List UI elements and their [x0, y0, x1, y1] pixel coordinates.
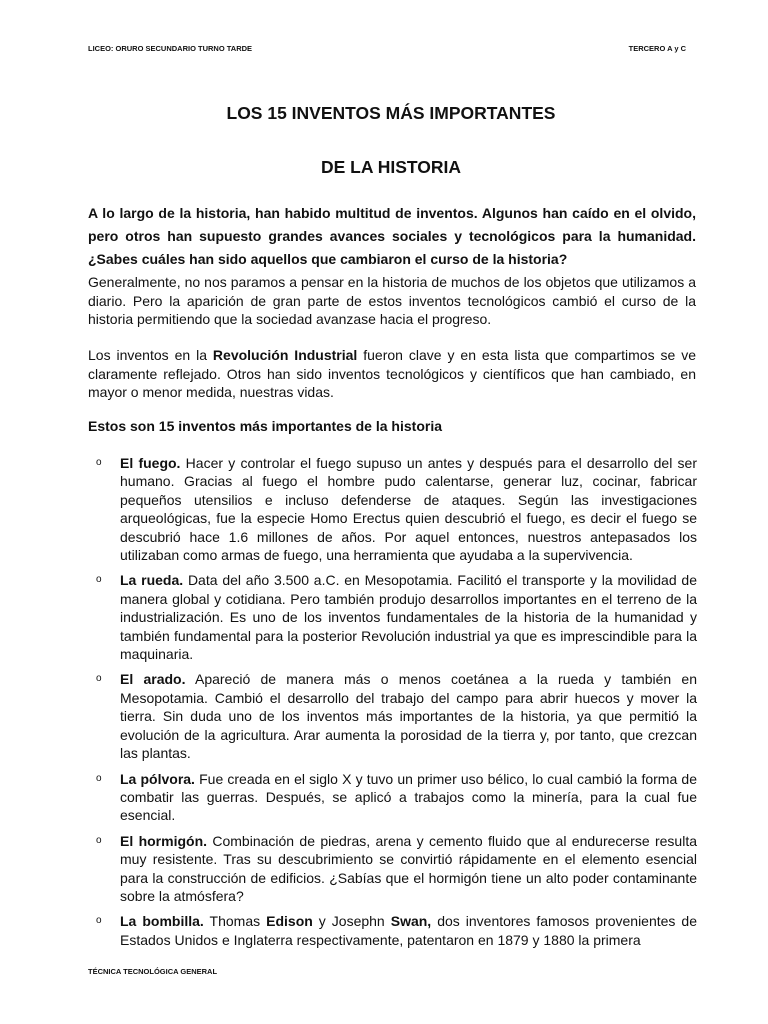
- lead-paragraph: A lo largo de la historia, han habido multitud de inventos. Algunos han caído en el olvido, pero otros han supuesto grandes avances sociales y tecnológicos para la humanidad. ¿Sabes cuáles han sido aquellos que cambiaron el curso de la historia?: [88, 205, 696, 267]
- paragraph-text: fueron clave y en esta lista que compartimos se ve claramente reflejado. Otros han sido inventos tecnológicos y científicos que han cambiado, en mayor o menor medida, nuestras vidas.: [88, 347, 697, 400]
- bullet-icon: o: [96, 574, 102, 586]
- invention-description: Hacer y controlar el fuego supuso un antes y después para el desarrollo del ser humano. Gracias al fuego el hombre pudo calentarse, generar luz, cocinar, fabricar pequeños utensilios e incluso defenderse de ataques. Según las investigaciones arqueológicas, fue la especie Homo Erectus quien descubrió el fuego, es decir el fuego se descubrió hace 1.6 millones de años. Por aquel entonces, nuestros antepasados los utilizaban como armas de fuego, una herramienta que ayudaba a la supervivencia.: [120, 455, 697, 564]
- invention-description: y Josephn: [312, 913, 391, 930]
- revolution-industrial-term: Revolución Industrial: [212, 347, 358, 363]
- industrial-revolution-paragraph: [88, 346, 696, 402]
- invention-description: Thomas: [203, 913, 267, 930]
- list-item: [96, 832, 697, 906]
- invention-name: El arado.: [120, 671, 186, 688]
- invention-description: Data del año 3.500 a.C. en Mesopotamia. Facilitó el transporte y la movilidad de manera global y cotidiana. Pero también produjo desarrollos importantes en el terreno de la industrialización. Es uno de los inventos fundamentales de la historia de la humanidad y también fundamental para la posterior Revolución industrial ya que es imprescindible para la maquinaria.: [120, 572, 697, 663]
- school-name: LICEO: ORURO SECUNDARIO TURNO TARDE: [88, 44, 253, 53]
- bullet-icon: o: [96, 772, 102, 784]
- list-item: [96, 454, 697, 564]
- invention-name: El fuego.: [120, 455, 181, 471]
- document-title-line-1: LOS 15 INVENTOS MÁS IMPORTANTES: [226, 103, 556, 123]
- document-title-line-2: DE LA HISTORIA: [320, 157, 461, 177]
- list-item: [96, 571, 697, 663]
- invention-name: La bombilla.: [120, 913, 204, 930]
- inventor-edison: Edison: [266, 913, 313, 930]
- invention-description: dos inventores famosos provenientes de Estados Unidos e Inglaterra respectivamente, patentaron en 1879 y 1880 la primera: [120, 913, 698, 948]
- inventor-swan: Swan,: [390, 913, 432, 930]
- bullet-icon: o: [96, 457, 102, 468]
- list-heading: Estos son 15 inventos más importantes de la historia: [88, 418, 442, 434]
- list-item: [96, 912, 698, 949]
- invention-name: El hormigón.: [120, 832, 208, 849]
- invention-description: Fue creada en el siglo X y tuvo un primer uso bélico, lo cual cambió la forma de combatir las guerras. Después, se aplicó a trabajos como la minería, para la cual fue esencial.: [120, 770, 697, 824]
- bullet-icon: o: [96, 673, 102, 685]
- grade-label: TERCERO A y C: [628, 44, 686, 53]
- invention-description: Apareció de manera más o menos coetánea a la rueda y también en Mesopotamia. Cambió el desarrollo del trabajo del campo para abrir huecos y mover la tierra. Sin duda uno de los inventos más importantes de la historia, ya que permitió la evolución de la agricultura. Arar aumenta la porosidad de la tierra y, por tanto, que crezcan las plantas.: [120, 671, 697, 762]
- bullet-icon: o: [96, 915, 102, 927]
- invention-name: La rueda.: [120, 572, 184, 589]
- paragraph-text: Los inventos en la: [88, 347, 213, 363]
- invention-description: Combinación de piedras, arena y cemento fluido que al endurecerse resulta muy resistente. Tras su descubrimiento se convirtió rápidamente en el elemento esencial para la construcción de edificios. ¿Sabías que el hormigón tiene un alto poder contaminante sobre la atmósfera?: [120, 832, 697, 904]
- list-item: [96, 670, 697, 762]
- bullet-icon: o: [96, 834, 102, 846]
- list-item: [96, 770, 697, 825]
- page-footer: TÉCNICA TECNOLÓGICA GENERAL: [88, 967, 218, 976]
- inventions-list: [0, 454, 697, 956]
- intro-paragraph: Generalmente, no nos paramos a pensar en la historia de muchos de los objetos que utilizamos a diario. Pero la aparición de gran parte de estos inventos tecnológicos cambió el curso de la historia permitiendo que la sociedad avanzase hacia el progreso.: [88, 274, 696, 327]
- page-header: [88, 44, 686, 58]
- invention-name: La pólvora.: [120, 770, 195, 787]
